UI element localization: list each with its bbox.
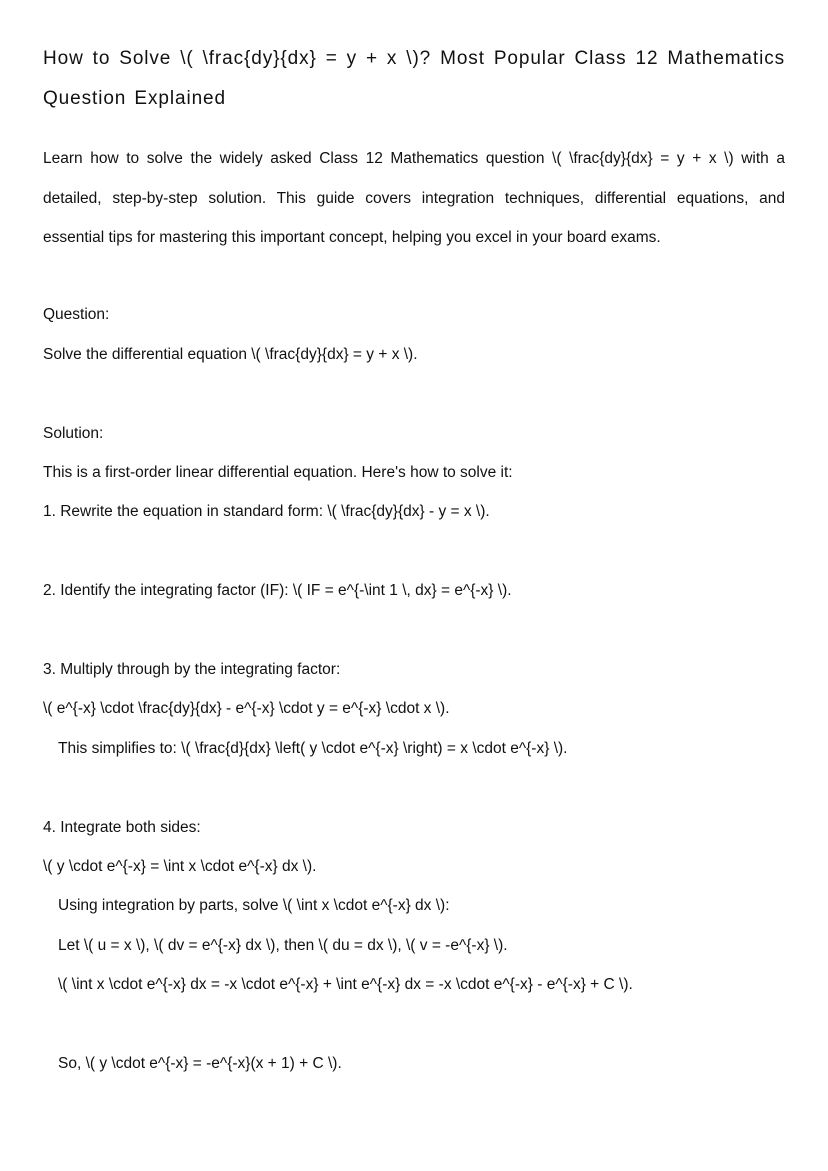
page-title: How to Solve \( \frac{dy}{dx} = y + x \)? Most Popular Class 12 Mathematics Question Explained: [43, 48, 785, 109]
question-text: Solve the differential equation \( \frac{dy}{dx} = y + x \).: [43, 346, 418, 363]
step-2: 2. Identify the integrating factor (IF): \( IF = e^{-\int 1 \, dx} = e^{-x} \).: [43, 582, 512, 599]
step-4-integration-by-parts: Using integration by parts, solve \( \int x \cdot e^{-x} dx \):: [58, 897, 450, 914]
step-3-heading: 3. Multiply through by the integrating factor:: [43, 661, 341, 678]
step-3-equation: \( e^{-x} \cdot \frac{dy}{dx} - e^{-x} \cdot y = e^{-x} \cdot x \).: [43, 700, 450, 717]
intro-paragraph: Learn how to solve the widely asked Class 12 Mathematics question \( \frac{dy}{dx} = y + x \) with a detailed, step-by-step solution. This guide covers integration techniques, differential equations, and essential tips for mastering this important concept, helping you excel in your board exams.: [43, 150, 785, 246]
step-3-simplification: This simplifies to: \( \frac{d}{dx} \left( y \cdot e^{-x} \right) = x \cdot e^{-x} \).: [58, 740, 568, 757]
step-4-conclusion: So, \( y \cdot e^{-x} = -e^{-x}(x + 1) + C \).: [58, 1055, 342, 1072]
step-4-heading: 4. Integrate both sides:: [43, 819, 201, 836]
step-1: 1. Rewrite the equation in standard form: \( \frac{dy}{dx} - y = x \).: [43, 503, 490, 520]
step-4-equation: \( y \cdot e^{-x} = \int x \cdot e^{-x} dx \).: [43, 858, 317, 875]
step-4-substitution: Let \( u = x \), \( dv = e^{-x} dx \), then \( du = dx \), \( v = -e^{-x} \).: [58, 937, 508, 954]
solution-intro: This is a first-order linear differential equation. Here's how to solve it:: [43, 464, 513, 481]
question-label: Question:: [43, 306, 110, 323]
solution-label: Solution:: [43, 425, 104, 442]
step-4-result: \( \int x \cdot e^{-x} dx = -x \cdot e^{-x} + \int e^{-x} dx = -x \cdot e^{-x} - e^{-x} + C \).: [58, 976, 633, 993]
